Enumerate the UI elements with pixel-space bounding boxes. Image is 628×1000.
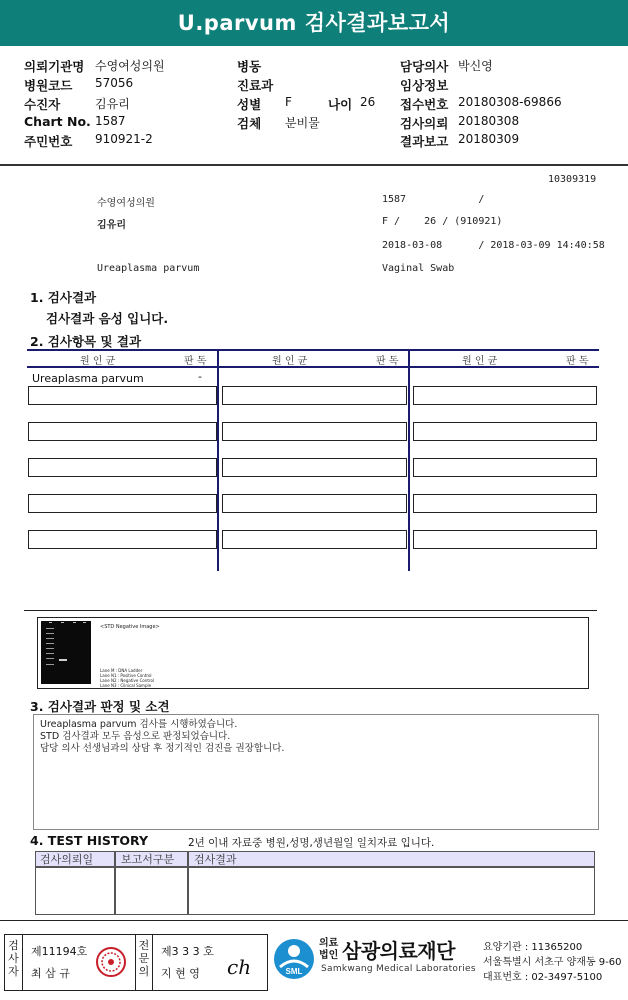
result-row-name: Ureaplasma parvum [32,372,144,385]
signature: ch [227,955,252,979]
header-divider [0,164,628,166]
examiner-label: 검사자 [5,935,23,990]
gel-legend-line: Lane N2 : Negative Control [100,678,155,683]
gel-legend-line: Lane N1 : Positive Control [100,673,152,678]
col-judgement-3: 판 독 [566,356,589,367]
label-organism: Ureaplasma parvum [97,263,200,274]
col-judgement-2: 판 독 [376,356,399,367]
gel-legend-line: Lane N3 : Clinical Sample [100,683,152,688]
specimen-label: 검체 [237,116,262,131]
result-cell [413,386,597,405]
section4-heading: 4. TEST HISTORY [30,833,149,848]
reviewer-no: 제3 3 3 호 [161,945,214,958]
resident-no-value: 910921-2 [95,132,153,146]
institution-label: 의뢰기관명 [24,59,85,74]
age-label: 나이 [328,97,353,112]
result-cell [28,422,217,441]
history-cell [115,867,188,915]
label-code: 10309319 [548,174,597,185]
report-date-value: 20180309 [458,132,520,146]
opinion-line: 담당 의사 선생님과의 상담 후 정기적인 검진을 권장합니다. [40,743,285,754]
history-cell [35,867,115,915]
section1-heading: 1. 검사결과 [30,290,97,305]
opinion-box [33,714,599,830]
result-cell [413,422,597,441]
chart-no-value: 1587 [95,114,126,128]
seal-stamp-icon [95,946,127,978]
col-pathogen-3: 원 인 균 [462,356,498,367]
results-table-divider-2 [408,349,410,571]
label-patient: 김유리 [97,220,126,231]
ward-label: 병동 [237,59,262,74]
result-cell [222,458,407,477]
reviewer-name: 지 현 영 [161,967,200,980]
history-col-type: 보고서구분 [115,851,188,867]
result-cell [222,494,407,513]
sex-value: F [285,95,292,109]
examiner-name: 최 삼 규 [31,967,70,980]
hospital-code-label: 병원코드 [24,78,73,93]
age-value: 26 [360,95,376,109]
org-name: 삼광의료재단 [342,939,455,963]
result-cell [222,530,407,549]
section1-result: 검사결과 음성 입니다. [46,311,169,326]
reviewer-label: 전문의 [135,935,153,990]
gel-caption: <STD Negative Image> [100,624,160,630]
history-cell [188,867,595,915]
org-prefix: 의료법인 [319,938,339,961]
section2-heading: 2. 검사항목 및 결과 [30,334,142,349]
label-dates: 2018-03-08 / 2018-03-09 14:40:58 [382,240,605,251]
section-divider [24,610,597,611]
col-pathogen-2: 원 인 균 [272,356,308,367]
examiner-no: 제11194호 [31,945,88,958]
chart-no-label: Chart No. [24,114,91,129]
receipt-no-label: 접수번호 [400,97,449,112]
opinion-line: Ureaplasma parvum 검사를 시행하였습니다. [40,719,238,730]
org-english-name: Samkwang Medical Laboratories [321,964,476,974]
signature-box [4,934,268,991]
gel-bands-graphic [41,621,91,684]
result-cell [413,530,597,549]
gel-image-frame [37,617,589,689]
label-chart: 1587 / [382,194,485,205]
sex-label: 성별 [237,97,262,112]
section3-heading: 3. 검사결과 판정 및 소견 [30,699,170,714]
gel-image [41,621,91,684]
clinical-info-label: 임상정보 [400,78,449,93]
results-table-top-rule [27,349,599,351]
specimen-value: 분비물 [285,116,320,130]
request-date-label: 검사의뢰 [400,116,449,131]
result-cell [413,494,597,513]
gel-legend-line: Lane M : DNA Ladder [100,668,143,673]
result-cell [222,422,407,441]
doctor-value: 박신영 [458,59,493,73]
result-row-value: - [198,370,202,383]
result-cell [413,458,597,477]
resident-no-label: 주민번호 [24,134,73,149]
report-title: U.parvum 검사결과보고서 [0,0,628,46]
col-judgement-1: 판 독 [184,356,207,367]
department-label: 진료과 [237,78,274,93]
institution-value: 수영여성의원 [95,59,165,73]
label-institution: 수영여성의원 [97,198,155,209]
label-specimen: Vaginal Swab [382,263,455,274]
gel-legend [100,668,154,688]
result-cell [28,530,217,549]
org-info-address: 서울특별시 서초구 양재동 9-60 [483,957,622,968]
result-cell [222,386,407,405]
logo-text: SML [285,967,303,976]
col-pathogen-1: 원 인 균 [80,356,116,367]
patient-label: 수진자 [24,97,61,112]
org-info-code: 요양기관 : 11365200 [483,942,583,953]
result-cell [28,386,217,405]
report-date-label: 결과보고 [400,134,449,149]
result-cell [28,458,217,477]
label-sex-age: F / 26 / (910921) [382,216,503,227]
org-info-phone: 대표번호 : 02-3497-5100 [483,972,603,983]
doctor-label: 담당의사 [400,59,449,74]
result-cell [28,494,217,513]
request-date-value: 20180308 [458,114,520,128]
history-note: 2년 이내 자료중 병원,성명,생년월일 일치자료 입니다. [188,837,435,849]
receipt-no-value: 20180308-69866 [458,95,562,109]
history-col-date: 검사의뢰일 [35,851,115,867]
sml-logo-icon [272,937,316,981]
history-col-result: 검사결과 [188,851,595,867]
footer-divider [0,920,628,921]
results-table-divider-1 [217,349,219,571]
patient-value: 김유리 [95,97,130,111]
opinion-line: STD 검사결과 모두 음성으로 판정되었습니다. [40,731,231,742]
hospital-code-value: 57056 [95,76,134,90]
